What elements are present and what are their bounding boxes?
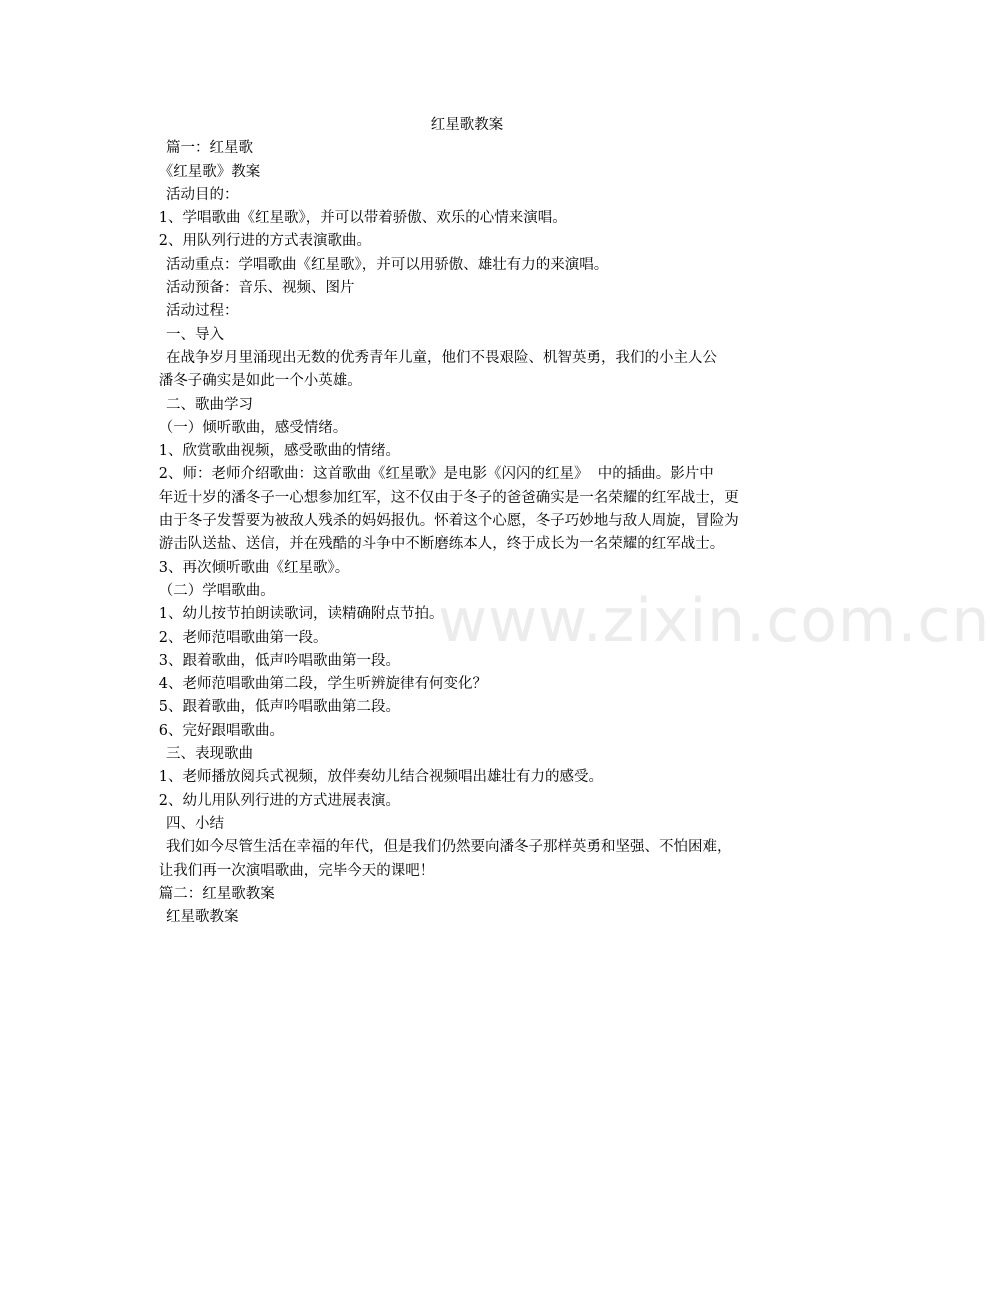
document-line: 2、用队列行进的方式表演歌曲。 (158, 233, 371, 250)
document-line: 潘冬子确实是如此一个小英雄。 (158, 373, 362, 390)
document-line: 活动重点：学唱歌曲《红星歌》，并可以用骄傲、雄壮有力的来演唱。 (166, 256, 609, 273)
watermark-text: www.zixin.com.cn (438, 586, 990, 656)
document-line: 游击队送盐、送信，并在残酷的斗争中不断磨练本人，终于成长为一名荣耀的红军战士。 (158, 536, 725, 553)
document-line: 我们如今尽管生活在幸福的年代，但是我们仍然要向潘冬子那样英勇和坚强、不怕困难， (166, 839, 732, 856)
document-line: 四、小结 (166, 815, 224, 832)
document-line: （一）倾听歌曲，感受情绪。 (158, 419, 348, 436)
document-line: 篇一：红星歌 (166, 140, 253, 157)
document-line: 活动目的： (166, 186, 239, 203)
document-line: 3、再次倾听歌曲《红星歌》。 (158, 559, 350, 576)
document-line: 三、表现歌曲 (166, 746, 253, 763)
document-line: 2、老师范唱歌曲第一段。 (158, 629, 328, 646)
document-line: 红星歌教案 (166, 909, 239, 926)
document-line: 1、老师播放阅兵式视频，放伴奏幼儿结合视频唱出雄壮有力的感受。 (158, 769, 603, 786)
document-line: 让我们再一次演唱歌曲，完毕今天的课吧！ (158, 862, 435, 879)
document-line: 由于冬子发誓要为被敌人残杀的妈妈报仇。怀着这个心愿，冬子巧妙地与敌人周旋，冒险为 (158, 513, 739, 530)
document-line: 2、师：老师介绍歌曲：这首歌曲《红星歌》是电影《闪闪的红星》 中的插曲。影片中 (158, 466, 714, 483)
document-line: 1、欣赏歌曲视频，感受歌曲的情绪。 (158, 443, 400, 460)
document-line: 年近十岁的潘冬子一心想参加红军，这不仅由于冬子的爸爸确实是一名荣耀的红军战士，更 (158, 489, 739, 506)
document-line: 二、歌曲学习 (166, 396, 253, 413)
document-line: 一、导入 (166, 326, 224, 343)
document-line: 1、学唱歌曲《红星歌》，并可以带着骄傲、欢乐的心情来演唱。 (158, 210, 567, 227)
document-line: （二）学唱歌曲。 (158, 582, 275, 599)
document-line: 《红星歌》教案 (158, 163, 261, 180)
document-line: 活动过程： (166, 303, 239, 320)
document-title: 红星歌教案 (430, 117, 504, 133)
document-line: 5、跟着歌曲，低声吟唱歌曲第二段。 (158, 699, 400, 716)
document-page (137, 114, 797, 929)
document-line: 1、幼儿按节拍朗读歌词，读精确附点节拍。 (158, 606, 444, 623)
document-line: 3、跟着歌曲，低声吟唱歌曲第一段。 (158, 652, 400, 669)
document-line: 2、幼儿用队列行进的方式进展表演。 (158, 792, 400, 809)
document-line: 6、完好跟唱歌曲。 (158, 722, 284, 739)
document-line: 活动预备：音乐、视频、图片 (166, 280, 355, 297)
document-line: 在战争岁月里涌现出无数的优秀青年儿童，他们不畏艰险、机智英勇，我们的小主人公 (166, 349, 717, 366)
document-line: 4、老师范唱歌曲第二段，学生听辨旋律有何变化？ (158, 676, 487, 693)
document-body (137, 137, 797, 929)
document-line: 篇二：红星歌教案 (158, 885, 275, 902)
